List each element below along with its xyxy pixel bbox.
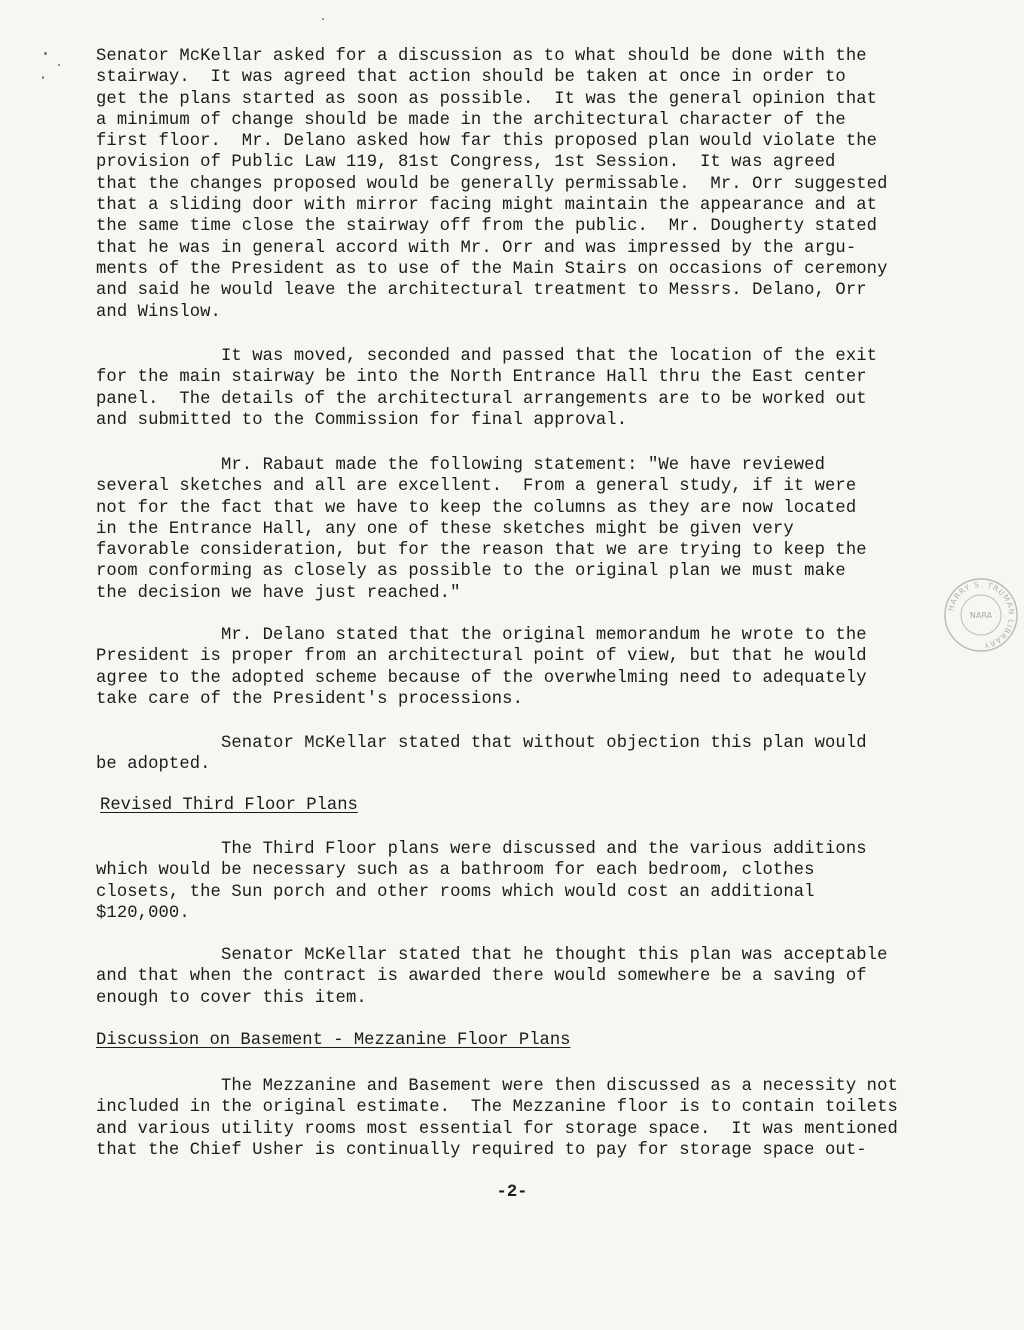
paragraph-stairway-discussion: Senator McKellar asked for a discussion as to what should be done with the stairway. It was agreed that action should be taken at once in order to get the plans started as soon as possible. It was the general opinion that a minimum of change should be made in the architectural character of the first floor. Mr. Delano asked how far this proposed plan would violate the provision of Public Law 119, 81st Congress, 1st Session. It was agreed that the changes proposed would be generally permissable. Mr. Orr suggested that a sliding door with mirror facing might maintain the appearance and at the same time close the stairway off from the public. Mr. Dougherty stated that he was in general accord with Mr. Orr and was impressed by the argu- ments of the President as to use of the Main Stairs on occasions of ceremony and said he would leave the architectural treatment to Messrs. Delano, Orr and Winslow.: [96, 47, 888, 322]
paragraph-delano-statement: Mr. Delano stated that the original memorandum he wrote to the President is proper from an architectural point of view, but that he would agree to the adopted scheme because of the overwhelming need to adequately take care of the President's processions.: [96, 626, 867, 709]
heading-basement-mezzanine-plans: Discussion on Basement - Mezzanine Floor Plans: [96, 1031, 571, 1050]
stamp-inner-text: NARA: [969, 611, 993, 620]
heading-revised-third-floor-plans: Revised Third Floor Plans: [100, 796, 358, 815]
stamp-outer-text: HARRY S. TRUMAN LIBRARY: [946, 579, 1017, 650]
scan-speck: [322, 18, 324, 20]
scan-speck: [42, 76, 44, 79]
paragraph-rabaut-statement: Mr. Rabaut made the following statement: "We have reviewed several sketches and all are excellent. From a general study, if it were not for the fact that we have to keep the columns as they are now located in the Entrance Hall, any one of these sketches might be given very favorable consideration, but for the reason that we are trying to keep the room conforming as closely as possible to the original plan we must make the decision we have just reached.": [96, 456, 867, 603]
page-number: -2-: [496, 1183, 528, 1202]
paragraph-mckellar-acceptable: Senator McKellar stated that he thought this plan was acceptable and that when the contract is awarded there would somewhere be a saving of enough to cover this item.: [96, 946, 888, 1008]
paragraph-mezzanine-basement: The Mezzanine and Basement were then discussed as a necessity not included in the original estimate. The Mezzanine floor is to contain toilets and various utility rooms most essential for storage space. It was mentioned that the Chief Usher is continually required to pay for storage space out-: [96, 1077, 898, 1160]
paragraph-exit-location-motion: It was moved, seconded and passed that the location of the exit for the main stairway be into the North Entrance Hall thru the East center panel. The details of the architectural arrangements are to be worked out and submitted to the Commission for final approval.: [96, 347, 878, 430]
scan-speck: [44, 52, 47, 55]
paragraph-third-floor-plans: The Third Floor plans were discussed and the various additions which would be necessary such as a bathroom for each bedroom, clothes closets, the Sun porch and other rooms which would cost an additional $120,000.: [96, 840, 867, 923]
scan-speck: [58, 64, 60, 66]
archive-stamp: [942, 576, 1020, 654]
paragraph-mckellar-adoption: Senator McKellar stated that without objection this plan would be adopted.: [96, 734, 867, 775]
